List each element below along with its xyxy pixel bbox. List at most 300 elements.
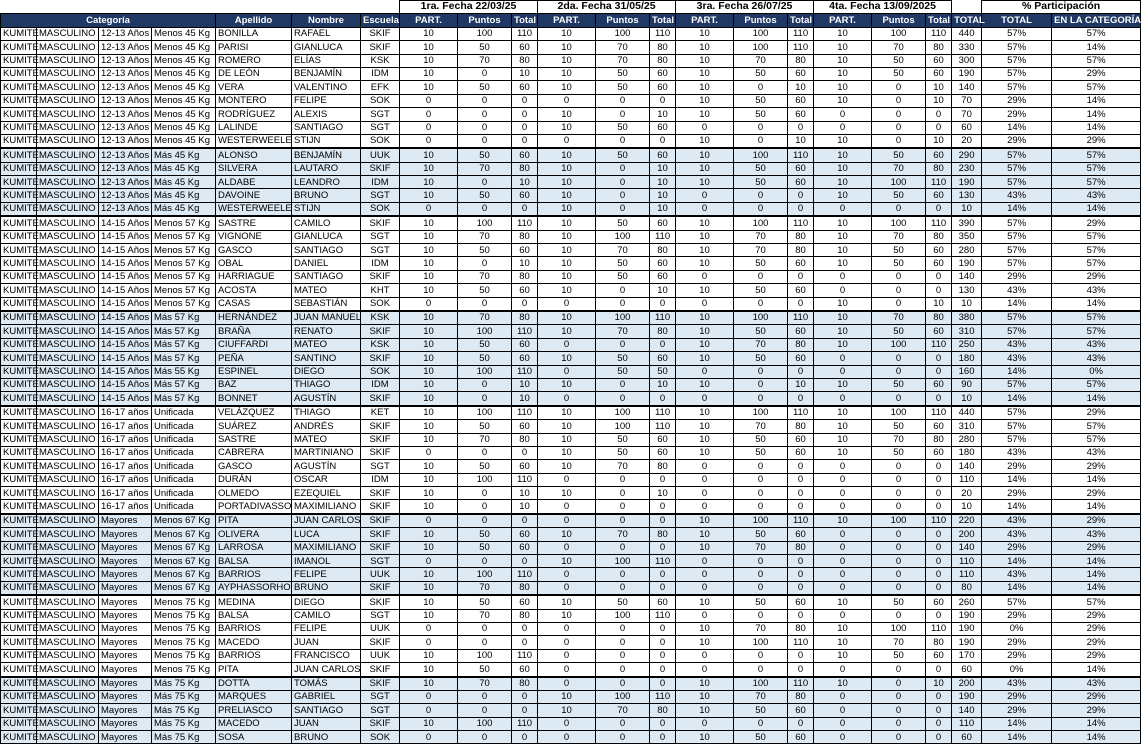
cell-peso: Más 75 Kg bbox=[152, 704, 216, 717]
cell-f1-total: 110 bbox=[512, 325, 538, 338]
cell-nombre: SEBASTIÁN bbox=[292, 297, 361, 311]
table-row bbox=[1, 690, 1141, 703]
cell-f3-total: 0 bbox=[788, 487, 814, 500]
cell-edad: 14-15 Años bbox=[99, 325, 152, 338]
cell-f2-total: 0 bbox=[650, 717, 676, 730]
cell-modalidad: KUMITE bbox=[1, 230, 37, 243]
cell-f2-total: 110 bbox=[650, 690, 676, 703]
cell-peso: Menos 67 Kg bbox=[152, 541, 216, 554]
cell-genero: MASCULINO bbox=[37, 541, 99, 554]
cell-nombre: MAXIMILIANO bbox=[292, 500, 361, 514]
cell-pct-total: 57% bbox=[982, 230, 1052, 243]
cell-f2-part: 10 bbox=[538, 595, 596, 609]
cell-f3-part: 0 bbox=[676, 717, 734, 730]
cell-edad: 14-15 Años bbox=[99, 284, 152, 297]
cell-apellido: BAZ bbox=[216, 378, 292, 391]
cell-f1-part: 10 bbox=[400, 41, 458, 54]
cell-pct-category: 29% bbox=[1052, 649, 1141, 662]
cell-peso: Menos 75 Kg bbox=[152, 649, 216, 662]
cell-modalidad: KUMITE bbox=[1, 244, 37, 257]
cell-modalidad: KUMITE bbox=[1, 297, 37, 311]
cell-f3-total: 0 bbox=[788, 663, 814, 677]
cell-peso: Menos 57 Kg bbox=[152, 270, 216, 283]
cell-f4-puntos: 0 bbox=[872, 568, 926, 581]
col-puntos: Puntos bbox=[734, 14, 788, 27]
cell-grand-total: 10 bbox=[952, 500, 982, 514]
date-2-header: 2da. Fecha 31/05/25 bbox=[538, 1, 676, 14]
cell-genero: MASCULINO bbox=[37, 487, 99, 500]
cell-edad: 16-17 años bbox=[99, 420, 152, 433]
cell-f4-puntos: 0 bbox=[872, 108, 926, 121]
table-row bbox=[1, 81, 1141, 94]
cell-genero: MASCULINO bbox=[37, 325, 99, 338]
cell-f1-part: 0 bbox=[400, 202, 458, 216]
cell-f3-puntos: 0 bbox=[734, 717, 788, 730]
cell-f2-part: 10 bbox=[538, 487, 596, 500]
cell-genero: MASCULINO bbox=[37, 244, 99, 257]
cell-f2-total: 110 bbox=[650, 406, 676, 420]
cell-pct-total: 57% bbox=[982, 378, 1052, 391]
cell-nombre: MARTINIANO bbox=[292, 446, 361, 459]
cell-f3-puntos: 0 bbox=[734, 81, 788, 94]
cell-pct-category: 29% bbox=[1052, 541, 1141, 554]
cell-f1-total: 110 bbox=[512, 216, 538, 230]
cell-f4-total: 0 bbox=[926, 473, 952, 486]
cell-apellido: MACEDO bbox=[216, 717, 292, 730]
cell-apellido: CASAS bbox=[216, 297, 292, 311]
cell-f3-puntos: 50 bbox=[734, 325, 788, 338]
cell-genero: MASCULINO bbox=[37, 473, 99, 486]
cell-f1-part: 10 bbox=[400, 717, 458, 730]
cell-f1-puntos: 0 bbox=[458, 731, 512, 744]
cell-f3-puntos: 50 bbox=[734, 528, 788, 541]
cell-f1-puntos: 0 bbox=[458, 202, 512, 216]
cell-peso: Más 45 Kg bbox=[152, 162, 216, 175]
table-row bbox=[1, 176, 1141, 189]
cell-genero: MASCULINO bbox=[37, 189, 99, 202]
cell-f2-total: 60 bbox=[650, 446, 676, 459]
cell-peso: Unificada bbox=[152, 433, 216, 446]
cell-modalidad: KUMITE bbox=[1, 473, 37, 486]
cell-f4-puntos: 50 bbox=[872, 378, 926, 391]
cell-edad: 16-17 años bbox=[99, 487, 152, 500]
cell-f3-puntos: 0 bbox=[734, 189, 788, 202]
cell-f2-total: 0 bbox=[650, 134, 676, 148]
cell-f2-total: 60 bbox=[650, 148, 676, 162]
cell-pct-category: 57% bbox=[1052, 230, 1141, 243]
cell-edad: 16-17 años bbox=[99, 433, 152, 446]
cell-pct-category: 14% bbox=[1052, 41, 1141, 54]
cell-f4-puntos: 0 bbox=[872, 365, 926, 378]
cell-nombre: SANTIAGO bbox=[292, 704, 361, 717]
cell-f3-puntos: 50 bbox=[734, 284, 788, 297]
cell-f3-puntos: 50 bbox=[734, 704, 788, 717]
cell-peso: Más 57 Kg bbox=[152, 378, 216, 391]
cell-pct-category: 14% bbox=[1052, 392, 1141, 406]
cell-nombre: EZEQUIEL bbox=[292, 487, 361, 500]
cell-f2-part: 10 bbox=[538, 108, 596, 121]
cell-modalidad: KUMITE bbox=[1, 609, 37, 622]
cell-f3-part: 10 bbox=[676, 244, 734, 257]
cell-f4-part: 10 bbox=[814, 189, 872, 202]
cell-f2-total: 60 bbox=[650, 121, 676, 134]
cell-pct-category: 29% bbox=[1052, 514, 1141, 528]
cell-pct-category: 14% bbox=[1052, 94, 1141, 107]
cell-escuela: IDM bbox=[361, 67, 400, 80]
cell-pct-total: 57% bbox=[982, 325, 1052, 338]
cell-f2-part: 10 bbox=[538, 162, 596, 175]
cell-f1-total: 0 bbox=[512, 94, 538, 107]
cell-nombre: IMANOL bbox=[292, 555, 361, 568]
cell-peso: Menos 45 Kg bbox=[152, 108, 216, 121]
cell-f3-part: 0 bbox=[676, 473, 734, 486]
cell-pct-total: 57% bbox=[982, 595, 1052, 609]
cell-grand-total: 170 bbox=[952, 649, 982, 662]
cell-escuela: SKIF bbox=[361, 270, 400, 283]
cell-f3-total: 80 bbox=[788, 338, 814, 351]
cell-genero: MASCULINO bbox=[37, 297, 99, 311]
cell-f4-puntos: 0 bbox=[872, 731, 926, 744]
cell-f1-part: 0 bbox=[400, 297, 458, 311]
cell-f1-part: 10 bbox=[400, 609, 458, 622]
cell-grand-total: 190 bbox=[952, 622, 982, 635]
cell-f1-total: 80 bbox=[512, 677, 538, 691]
cell-pct-total: 43% bbox=[982, 514, 1052, 528]
cell-pct-total: 29% bbox=[982, 94, 1052, 107]
cell-f2-part: 10 bbox=[538, 420, 596, 433]
cell-f1-total: 60 bbox=[512, 541, 538, 554]
cell-pct-total: 14% bbox=[982, 202, 1052, 216]
cell-grand-total: 140 bbox=[952, 81, 982, 94]
cell-f1-part: 10 bbox=[400, 81, 458, 94]
cell-f1-part: 10 bbox=[400, 649, 458, 662]
cell-pct-category: 57% bbox=[1052, 81, 1141, 94]
cell-modalidad: KUMITE bbox=[1, 555, 37, 568]
cell-escuela: IDM bbox=[361, 473, 400, 486]
cell-f4-part: 10 bbox=[814, 54, 872, 67]
table-row bbox=[1, 270, 1141, 283]
cell-pct-total: 43% bbox=[982, 446, 1052, 459]
cell-pct-total: 43% bbox=[982, 528, 1052, 541]
cell-f3-part: 10 bbox=[676, 338, 734, 351]
cell-nombre: CAMILO bbox=[292, 216, 361, 230]
cell-f1-total: 10 bbox=[512, 378, 538, 391]
cell-f1-part: 10 bbox=[400, 473, 458, 486]
col-escuela: Escuela bbox=[361, 14, 400, 27]
cell-f2-puntos: 50 bbox=[596, 216, 650, 230]
cell-f1-puntos: 0 bbox=[458, 622, 512, 635]
cell-f4-total: 60 bbox=[926, 148, 952, 162]
cell-f2-part: 10 bbox=[538, 528, 596, 541]
cell-f1-puntos: 0 bbox=[458, 378, 512, 391]
cell-pct-total: 57% bbox=[982, 257, 1052, 270]
cell-f1-total: 10 bbox=[512, 67, 538, 80]
cell-grand-total: 290 bbox=[952, 148, 982, 162]
header-spacer bbox=[1, 1, 400, 14]
cell-f4-part: 0 bbox=[814, 568, 872, 581]
cell-pct-total: 14% bbox=[982, 365, 1052, 378]
cell-f3-part: 10 bbox=[676, 311, 734, 325]
cell-f1-total: 0 bbox=[512, 297, 538, 311]
cell-f3-part: 10 bbox=[676, 284, 734, 297]
cell-pct-category: 0% bbox=[1052, 365, 1141, 378]
cell-escuela: SGT bbox=[361, 460, 400, 473]
cell-genero: MASCULINO bbox=[37, 406, 99, 420]
cell-pct-total: 43% bbox=[982, 352, 1052, 365]
cell-edad: 14-15 Años bbox=[99, 257, 152, 270]
cell-f3-total: 0 bbox=[788, 568, 814, 581]
cell-pct-total: 14% bbox=[982, 555, 1052, 568]
cell-f2-total: 50 bbox=[650, 365, 676, 378]
cell-modalidad: KUMITE bbox=[1, 311, 37, 325]
col-pct-category: EN LA CATEGORÍA bbox=[1052, 14, 1141, 27]
cell-f3-puntos: 100 bbox=[734, 27, 788, 40]
cell-escuela: SKIF bbox=[361, 27, 400, 40]
cell-f3-puntos: 50 bbox=[734, 176, 788, 189]
cell-grand-total: 140 bbox=[952, 460, 982, 473]
table-body bbox=[1, 27, 1141, 744]
cell-f2-total: 0 bbox=[650, 94, 676, 107]
cell-f2-part: 10 bbox=[538, 121, 596, 134]
cell-apellido: ROMERO bbox=[216, 54, 292, 67]
cell-edad: 14-15 Años bbox=[99, 392, 152, 406]
cell-f3-part: 0 bbox=[676, 297, 734, 311]
cell-apellido: BONNET bbox=[216, 392, 292, 406]
col-puntos: Puntos bbox=[458, 14, 512, 27]
cell-f2-puntos: 0 bbox=[596, 500, 650, 514]
cell-f1-part: 10 bbox=[400, 378, 458, 391]
cell-peso: Menos 45 Kg bbox=[152, 41, 216, 54]
cell-f4-puntos: 100 bbox=[872, 176, 926, 189]
cell-f4-part: 10 bbox=[814, 636, 872, 649]
cell-f2-total: 10 bbox=[650, 162, 676, 175]
table-row bbox=[1, 338, 1141, 351]
cell-f4-total: 80 bbox=[926, 636, 952, 649]
cell-peso: Más 75 Kg bbox=[152, 717, 216, 730]
cell-f1-puntos: 0 bbox=[458, 487, 512, 500]
cell-f4-puntos: 0 bbox=[872, 487, 926, 500]
cell-f3-puntos: 0 bbox=[734, 568, 788, 581]
cell-grand-total: 180 bbox=[952, 446, 982, 459]
cell-pct-category: 43% bbox=[1052, 528, 1141, 541]
cell-pct-category: 29% bbox=[1052, 609, 1141, 622]
cell-escuela: SGT bbox=[361, 704, 400, 717]
cell-f3-part: 10 bbox=[676, 162, 734, 175]
cell-f1-total: 80 bbox=[512, 230, 538, 243]
cell-f3-part: 10 bbox=[676, 352, 734, 365]
cell-f1-total: 110 bbox=[512, 568, 538, 581]
cell-edad: 12-13 Años bbox=[99, 41, 152, 54]
cell-f1-part: 0 bbox=[400, 94, 458, 107]
cell-f3-total: 0 bbox=[788, 473, 814, 486]
cell-f4-puntos: 0 bbox=[872, 94, 926, 107]
cell-f3-part: 10 bbox=[676, 41, 734, 54]
cell-f3-total: 0 bbox=[788, 297, 814, 311]
cell-f2-total: 10 bbox=[650, 284, 676, 297]
cell-f2-puntos: 0 bbox=[596, 202, 650, 216]
cell-apellido: DURÁN bbox=[216, 473, 292, 486]
cell-f3-total: 110 bbox=[788, 41, 814, 54]
cell-grand-total: 250 bbox=[952, 338, 982, 351]
cell-grand-total: 110 bbox=[952, 473, 982, 486]
cell-apellido: ALONSO bbox=[216, 148, 292, 162]
cell-peso: Menos 75 Kg bbox=[152, 663, 216, 677]
cell-edad: 12-13 Años bbox=[99, 54, 152, 67]
table-row bbox=[1, 581, 1141, 595]
cell-f3-part: 0 bbox=[676, 460, 734, 473]
cell-f2-part: 0 bbox=[538, 717, 596, 730]
cell-f3-total: 0 bbox=[788, 202, 814, 216]
cell-modalidad: KUMITE bbox=[1, 216, 37, 230]
table-row bbox=[1, 284, 1141, 297]
cell-f4-part: 10 bbox=[814, 297, 872, 311]
cell-f4-part: 0 bbox=[814, 528, 872, 541]
cell-f2-total: 0 bbox=[650, 541, 676, 554]
cell-f3-part: 10 bbox=[676, 595, 734, 609]
cell-modalidad: KUMITE bbox=[1, 189, 37, 202]
cell-f3-part: 10 bbox=[676, 216, 734, 230]
cell-f1-puntos: 50 bbox=[458, 595, 512, 609]
cell-escuela: IDM bbox=[361, 176, 400, 189]
cell-pct-category: 57% bbox=[1052, 378, 1141, 391]
cell-genero: MASCULINO bbox=[37, 284, 99, 297]
cell-apellido: MARQUES bbox=[216, 690, 292, 703]
cell-apellido: BRAÑA bbox=[216, 325, 292, 338]
cell-modalidad: KUMITE bbox=[1, 257, 37, 270]
cell-pct-category: 57% bbox=[1052, 257, 1141, 270]
cell-escuela: KSK bbox=[361, 54, 400, 67]
cell-pct-total: 0% bbox=[982, 663, 1052, 677]
cell-f3-total: 110 bbox=[788, 311, 814, 325]
cell-peso: Menos 45 Kg bbox=[152, 67, 216, 80]
cell-escuela: KET bbox=[361, 406, 400, 420]
cell-f2-part: 0 bbox=[538, 94, 596, 107]
cell-f1-total: 60 bbox=[512, 189, 538, 202]
cell-f4-part: 0 bbox=[814, 121, 872, 134]
cell-genero: MASCULINO bbox=[37, 528, 99, 541]
cell-genero: MASCULINO bbox=[37, 555, 99, 568]
cell-f3-total: 0 bbox=[788, 581, 814, 595]
cell-escuela: SGT bbox=[361, 244, 400, 257]
cell-pct-total: 57% bbox=[982, 148, 1052, 162]
cell-f1-part: 10 bbox=[400, 392, 458, 406]
cell-grand-total: 110 bbox=[952, 568, 982, 581]
cell-f4-puntos: 70 bbox=[872, 230, 926, 243]
cell-f3-puntos: 100 bbox=[734, 148, 788, 162]
cell-genero: MASCULINO bbox=[37, 338, 99, 351]
cell-f3-total: 110 bbox=[788, 514, 814, 528]
cell-f4-total: 10 bbox=[926, 297, 952, 311]
cell-pct-total: 0% bbox=[982, 622, 1052, 635]
cell-modalidad: KUMITE bbox=[1, 595, 37, 609]
cell-edad: 12-13 Años bbox=[99, 67, 152, 80]
cell-f4-total: 0 bbox=[926, 487, 952, 500]
cell-f4-puntos: 0 bbox=[872, 297, 926, 311]
cell-f2-part: 10 bbox=[538, 433, 596, 446]
cell-escuela: SGT bbox=[361, 121, 400, 134]
cell-apellido: DE LEÓN bbox=[216, 67, 292, 80]
col-part: PART. bbox=[814, 14, 872, 27]
cell-escuela: SKIF bbox=[361, 487, 400, 500]
cell-apellido: LARROSA bbox=[216, 541, 292, 554]
cell-modalidad: KUMITE bbox=[1, 352, 37, 365]
cell-f4-part: 0 bbox=[814, 541, 872, 554]
cell-f1-total: 0 bbox=[512, 622, 538, 635]
cell-f4-part: 0 bbox=[814, 202, 872, 216]
cell-f2-puntos: 50 bbox=[596, 446, 650, 459]
cell-f1-puntos: 0 bbox=[458, 500, 512, 514]
cell-f1-part: 10 bbox=[400, 487, 458, 500]
cell-pct-category: 43% bbox=[1052, 189, 1141, 202]
cell-f2-puntos: 70 bbox=[596, 244, 650, 257]
cell-f2-total: 0 bbox=[650, 500, 676, 514]
table-row bbox=[1, 108, 1141, 121]
cell-f1-total: 0 bbox=[512, 636, 538, 649]
cell-f1-part: 10 bbox=[400, 568, 458, 581]
cell-f1-puntos: 0 bbox=[458, 94, 512, 107]
cell-genero: MASCULINO bbox=[37, 81, 99, 94]
cell-f3-total: 60 bbox=[788, 731, 814, 744]
cell-f3-part: 10 bbox=[676, 690, 734, 703]
cell-f2-total: 80 bbox=[650, 528, 676, 541]
table-row bbox=[1, 202, 1141, 216]
cell-f4-part: 0 bbox=[814, 704, 872, 717]
cell-f3-total: 80 bbox=[788, 541, 814, 554]
cell-modalidad: KUMITE bbox=[1, 420, 37, 433]
cell-pct-total: 57% bbox=[982, 433, 1052, 446]
cell-f3-puntos: 0 bbox=[734, 649, 788, 662]
cell-pct-category: 43% bbox=[1052, 338, 1141, 351]
cell-genero: MASCULINO bbox=[37, 446, 99, 459]
cell-f1-part: 10 bbox=[400, 27, 458, 40]
cell-f1-puntos: 70 bbox=[458, 677, 512, 691]
cell-f1-puntos: 100 bbox=[458, 717, 512, 730]
cell-f1-total: 0 bbox=[512, 704, 538, 717]
table-row bbox=[1, 595, 1141, 609]
cell-modalidad: KUMITE bbox=[1, 378, 37, 391]
cell-peso: Más 45 Kg bbox=[152, 176, 216, 189]
cell-f4-puntos: 50 bbox=[872, 649, 926, 662]
cell-peso: Menos 57 Kg bbox=[152, 257, 216, 270]
cell-pct-category: 29% bbox=[1052, 406, 1141, 420]
cell-edad: 14-15 Años bbox=[99, 297, 152, 311]
cell-escuela: KHT bbox=[361, 284, 400, 297]
cell-f2-puntos: 0 bbox=[596, 663, 650, 677]
cell-pct-category: 29% bbox=[1052, 460, 1141, 473]
cell-f4-puntos: 50 bbox=[872, 325, 926, 338]
cell-apellido: PORTADIVASSO bbox=[216, 500, 292, 514]
table-row bbox=[1, 649, 1141, 662]
cell-escuela: SKIF bbox=[361, 420, 400, 433]
cell-f4-part: 10 bbox=[814, 325, 872, 338]
cell-f1-puntos: 70 bbox=[458, 581, 512, 595]
cell-f3-total: 80 bbox=[788, 244, 814, 257]
cell-peso: Unificada bbox=[152, 473, 216, 486]
cell-grand-total: 200 bbox=[952, 677, 982, 691]
cell-pct-category: 43% bbox=[1052, 284, 1141, 297]
cell-peso: Unificada bbox=[152, 500, 216, 514]
cell-pct-category: 29% bbox=[1052, 216, 1141, 230]
cell-f3-total: 60 bbox=[788, 176, 814, 189]
cell-f1-puntos: 0 bbox=[458, 446, 512, 459]
cell-f2-part: 0 bbox=[538, 731, 596, 744]
cell-f3-total: 80 bbox=[788, 230, 814, 243]
cell-apellido: CABRERA bbox=[216, 446, 292, 459]
table-row bbox=[1, 257, 1141, 270]
cell-f2-total: 60 bbox=[650, 433, 676, 446]
cell-f2-part: 0 bbox=[538, 365, 596, 378]
cell-f2-part: 10 bbox=[538, 202, 596, 216]
